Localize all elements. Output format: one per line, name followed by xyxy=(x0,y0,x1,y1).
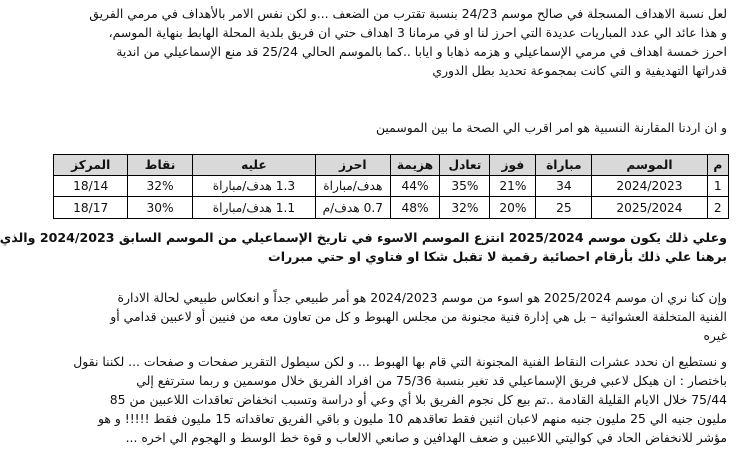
column-header: فوز xyxy=(490,155,536,176)
text-line: الفنية المتخلفة العشوائية – بل هي إدارة فنية مجنونة من مجلس الهبوط و كل من تعاون معه من فنيين أو لاعبين قدامي أو xyxy=(110,309,727,324)
table-cell: 34 xyxy=(536,176,592,197)
table-cell: 0.7 هدف/م xyxy=(316,197,390,219)
text-line: احرز خمسة اهداف في مرمي الإسماعيلي و هزمه ذهابا و ايابا ..كما بالموسم الحالي 25/24 قد منع الإسماعيلي من اندية xyxy=(116,44,727,59)
text-line: مؤشر للانخفاض الحاد في كواليتي اللاعبين و ضعف الهدافين و صانعي الالعاب و قوة خط الوسط و الهجوم الي اخره ... xyxy=(125,430,727,445)
table-cell: 32% xyxy=(440,197,490,219)
table-cell: 32% xyxy=(128,176,192,197)
text-line: لعل نسبة الاهداف المسجلة في صالح موسم 24/23 بنسبة تقترب من الضعف ...و لكن نفس الامر بالأهداف في مرمي الفريق xyxy=(89,6,727,21)
column-header: المركز xyxy=(54,155,128,176)
table-cell: 35% xyxy=(440,176,490,197)
column-header: الموسم xyxy=(592,155,707,176)
table-cell: 48% xyxy=(390,197,440,219)
text-line: 75/44 خلال الايام القليلة القادمة ..تم بيع كل نجوم الفريق بلا أي وعي أو دراسة وتسبب انخفاض تعاقدات اللاعبين من 85 xyxy=(109,392,727,407)
column-header: تعادل xyxy=(440,155,490,176)
text-line: و نستطيع ان نحدد عشرات النقاط الفنية المجنونة التي قام بها الهبوط ... و لكن سيطول التقرير صفحات و صفحات ... لكننا نقول xyxy=(73,354,727,369)
table-cell: هدف/مباراة xyxy=(316,176,390,197)
text-line: قدراتها التهديفية و التي كانت بمجموعة تحديد بطل الدوري xyxy=(432,63,727,78)
analysis-paragraph xyxy=(51,288,727,345)
table-cell: 1.3 هدف/مباراة xyxy=(192,176,315,197)
table-cell: 21% xyxy=(490,176,536,197)
table-cell: 2024/2023 xyxy=(592,176,707,197)
table-cell: 30% xyxy=(128,197,192,219)
intro-paragraph xyxy=(51,4,727,80)
column-header: م xyxy=(707,155,728,176)
text-line: برهنا علي ذلك بأرقام احصائية رقمية لا تقبل شكا او فتاوي او حتي مبررات xyxy=(268,249,727,264)
conclusion-paragraph xyxy=(0,228,727,266)
column-header: مباراة xyxy=(536,155,592,176)
table-cell: 20% xyxy=(490,197,536,219)
text-line: و ان اردنا المقارنة النسبية هو امر اقرب الي الصحة ما بين الموسمين xyxy=(376,120,727,135)
table-header-row xyxy=(54,155,729,176)
column-header: نقاط xyxy=(128,155,192,176)
table-cell: 1 xyxy=(707,176,728,197)
text-line: و هذا عائد الي عدد المباريات عديدة التي احرز لنا او في مرمانا 3 اهداف حتي ان فريق بلدية المحلة الهابط بنهاية الموسم، xyxy=(108,25,727,40)
table-cell: 2025/2024 xyxy=(592,197,707,219)
table-row xyxy=(54,197,729,219)
table-cell: 1.1 هدف/مباراة xyxy=(192,197,315,219)
text-line: باختصار : ان هيكل لاعبي فريق الإسماعيلي قد تغير بنسبة 75/36 من افراد الفريق خلال موسمين و ربما سترتفع إلي xyxy=(136,373,727,388)
text-line: غيره xyxy=(703,328,727,343)
column-header: احرز xyxy=(316,155,390,176)
table-cell: 44% xyxy=(390,176,440,197)
column-header: عليه xyxy=(192,155,315,176)
table-cell: 18/17 xyxy=(54,197,128,219)
season-comparison-table xyxy=(53,154,729,219)
table-cell: 18/14 xyxy=(54,176,128,197)
text-line: وإن كنا نري ان موسم 2025/2024 هو اسوء من موسم 2024/2023 هو أمر طبيعي جداً و انعكاس طبيعي لحالة الادارة xyxy=(117,290,727,305)
text-line: وعلي ذلك يكون موسم 2025/2024 انتزع الموسم الاسوء في تاريخ الإسماعيلي من الموسم السابق 2024/2023 والذي xyxy=(0,230,727,245)
details-paragraph xyxy=(51,352,727,447)
comparison-intro xyxy=(51,118,727,137)
text-line: مليون جنيه الي 25 مليون جنيه منهم لاعبان اثنين فقط تعاقدهم 10 مليون و باقي الفريق تعاقداته 15 مليون فقط !!!!! و هو xyxy=(97,411,727,426)
table-cell: 25 xyxy=(536,197,592,219)
table-row xyxy=(54,176,729,197)
table-cell: 2 xyxy=(707,197,728,219)
column-header: هزيمة xyxy=(390,155,440,176)
